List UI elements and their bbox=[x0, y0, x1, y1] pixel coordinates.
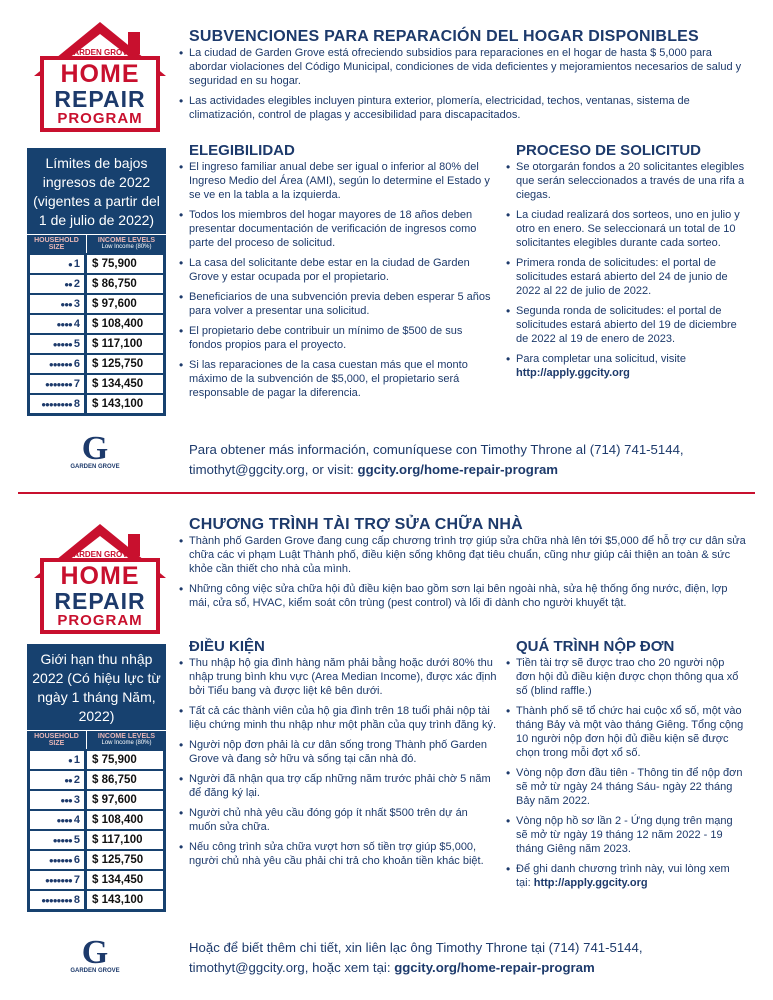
list-item: • Primera ronda de solicitudes: el portal de solicitudes estará abierto del 24 de junio de 2022 al 22 de julio de 2022. bbox=[506, 256, 746, 298]
household-size-cell: ●●● 3 bbox=[30, 791, 84, 809]
gg-icon: G bbox=[81, 430, 109, 467]
list-item: • Segunda ronda de solicitudes: el portal de solicitudes estará abierto del 19 de diciembre de 2022 al 19 de enero de 2023. bbox=[506, 304, 746, 346]
person-icon: ●●●●●●●● bbox=[41, 400, 72, 409]
household-size-cell: ●●●●●● 6 bbox=[30, 355, 84, 373]
household-size-cell: ● 1 bbox=[30, 751, 84, 769]
list-item: • Tiền tài trợ sẽ được trao cho 20 người nộp đơn hội đủ điều kiện được chọn thông qua xổ số (blind raffle.) bbox=[506, 656, 746, 698]
income-amount-cell: $ 125,750 bbox=[87, 355, 163, 373]
household-size-cell: ● 1 bbox=[30, 255, 84, 273]
logo-word-program: PROGRAM bbox=[57, 612, 143, 629]
list-item: • Những công việc sửa chữa hội đủ điều kiện bao gồm sơn lại bên ngoài nhà, sửa hệ thống ống nước, điện, lợp mái, cửa sổ, HVAC, kiểm soát côn trùng (pest control) và lối đi dành cho người khuyết tật. bbox=[179, 582, 749, 610]
person-icon: ●●●●● bbox=[52, 340, 72, 349]
person-icon: ●●●●●● bbox=[48, 360, 72, 369]
household-size-cell: ●●●●●●● 7 bbox=[30, 871, 84, 889]
income-row bbox=[30, 375, 163, 393]
vietnamese-section bbox=[0, 502, 773, 992]
application-process-list bbox=[506, 160, 746, 386]
logo-word-home: HOME bbox=[60, 562, 140, 590]
household-size-cell: ●●● 3 bbox=[30, 295, 84, 313]
list-item: • Las actividades elegibles incluyen pintura exterior, plomería, electricidad, techos, ventanas, sistema de climatización, control de plagas y accesibilidad para discapacitados. bbox=[179, 94, 749, 122]
income-row bbox=[30, 751, 163, 769]
list-item: • Để ghi danh chương trình này, vui lòng xem tại: http://apply.ggcity.org bbox=[506, 862, 746, 890]
gg-caption: GARDEN GROVE bbox=[70, 464, 120, 470]
list-item: • Người chủ nhà yêu cầu đóng góp ít nhất $500 trên dự án muốn sửa chữa. bbox=[179, 806, 497, 834]
income-row bbox=[30, 255, 163, 273]
list-item: • Vòng nộp hồ sơ lần 2 - Ứng dụng trên mạng sẽ mở từ ngày 19 tháng 12 năm 2022 - 19 tháng Giêng năm 2023. bbox=[506, 814, 746, 856]
list-item: • Todos los miembros del hogar mayores de 18 años deben presentar documentación de verificación de ingresos como parte del proceso de solicitud. bbox=[179, 208, 497, 250]
income-amount-cell: $ 143,100 bbox=[87, 395, 163, 413]
list-item: • Thành phố sẽ tổ chức hai cuộc xổ số, một vào tháng Bảy và một vào tháng Giêng. Tổng cộng 10 người nộp đơn hội đủ điều kiện sẽ được chọn trong mỗi đợt xổ số. bbox=[506, 704, 746, 760]
income-amount-cell: $ 125,750 bbox=[87, 851, 163, 869]
income-amount-cell: $ 75,900 bbox=[87, 255, 163, 273]
income-amount-cell: $ 143,100 bbox=[87, 891, 163, 909]
logo-word-home: HOME bbox=[60, 60, 140, 88]
income-amount-cell: $ 108,400 bbox=[87, 315, 163, 333]
household-size-cell: ●● 2 bbox=[30, 771, 84, 789]
income-amount-cell: $ 86,750 bbox=[87, 771, 163, 789]
apply-link[interactable]: http://apply.ggcity.org bbox=[516, 367, 630, 379]
income-row bbox=[30, 335, 163, 353]
person-icon: ● bbox=[68, 260, 72, 269]
list-item: • Thu nhập hộ gia đình hàng năm phải bằng hoặc dưới 80% thu nhập trung bình khu vực (Area Median Income), được xác định bởi Tiểu bang và được liệt kê bên dưới. bbox=[179, 656, 497, 698]
income-levels-header: INCOME LEVELS Low Income (80%) bbox=[97, 733, 156, 746]
person-icon: ●●●●●● bbox=[48, 856, 72, 865]
logo-word-repair: REPAIR bbox=[54, 86, 146, 112]
household-size-cell: ●●●●● 5 bbox=[30, 831, 84, 849]
list-item: • La ciudad de Garden Grove está ofreciendo subsidios para reparaciones en el hogar de hasta $ 5,000 para abordar violaciones del Código Municipal, condiciones de vida deficientes y mejoramientos necesarios de salud y seguridad en su hogar. bbox=[179, 46, 749, 88]
income-levels-header: INCOME LEVELS Low Income (80%) bbox=[97, 237, 156, 250]
person-icon: ●●●●● bbox=[52, 836, 72, 845]
household-size-cell: ●● 2 bbox=[30, 275, 84, 293]
eligibility-heading: ELEGIBILIDAD bbox=[189, 142, 295, 159]
list-item: • Thành phố Garden Grove đang cung cấp chương trình trợ giúp sửa chữa nhà lên tới $5,000 để hỗ trợ cư dân sửa chữa các vi phạm Luật Thành phố, điều kiện sống không đạt tiêu chuẩn, cũng như giúp cải thiện an toàn & sức khỏe cần thiết cho nhà của mình. bbox=[179, 534, 749, 576]
income-limits-table bbox=[27, 644, 166, 912]
person-icon: ●●●● bbox=[56, 320, 72, 329]
list-item: • El ingreso familiar anual debe ser igual o inferior al 80% del Ingreso Medio del Área (AMI), según lo determine el Estado y se ve en la tabla a la izquierda. bbox=[179, 160, 497, 202]
eligibility-list bbox=[179, 656, 497, 874]
application-process-heading: QUÁ TRÌNH NỘP ĐƠN bbox=[516, 638, 675, 655]
garden-grove-city-logo bbox=[60, 430, 130, 478]
program-link[interactable]: ggcity.org/home-repair-program bbox=[394, 960, 595, 975]
income-amount-cell: $ 117,100 bbox=[87, 831, 163, 849]
income-row bbox=[30, 831, 163, 849]
income-row bbox=[30, 395, 163, 413]
household-size-cell: ●●●●●● 6 bbox=[30, 851, 84, 869]
list-item: • Nếu công trình sửa chữa vượt hơn số tiền trợ giúp $5,000, người chủ nhà yêu cầu phải chi trả cho khoản tiền khác biệt. bbox=[179, 840, 497, 868]
person-icon: ● bbox=[68, 756, 72, 765]
contact-info: Para obtener más información, comuníquese con Timothy Throne al (714) 741-5144, timothyt@ggcity.org, or visit: ggcity.org/home-repair-program bbox=[189, 442, 684, 477]
income-amount-cell: $ 134,450 bbox=[87, 375, 163, 393]
person-icon: ●● bbox=[64, 280, 72, 289]
income-table-title: Giới hạn thu nhập 2022 (Có hiệu lực từ ngày 1 tháng Năm, 2022) bbox=[32, 651, 161, 724]
income-row bbox=[30, 851, 163, 869]
income-row bbox=[30, 811, 163, 829]
list-item: • Se otorgarán fondos a 20 solicitantes elegibles que serán seleccionados a través de una rifa a ciegas. bbox=[506, 160, 746, 202]
person-icon: ●●●● bbox=[56, 816, 72, 825]
income-row bbox=[30, 315, 163, 333]
income-row bbox=[30, 891, 163, 909]
income-row bbox=[30, 355, 163, 373]
income-row bbox=[30, 871, 163, 889]
income-row bbox=[30, 275, 163, 293]
person-icon: ●●● bbox=[60, 300, 72, 309]
income-row bbox=[30, 771, 163, 789]
page-title: CHƯƠNG TRÌNH TÀI TRỢ SỬA CHỮA NHÀ bbox=[189, 516, 523, 533]
income-amount-cell: $ 108,400 bbox=[87, 811, 163, 829]
household-size-cell: ●●●●●●●● 8 bbox=[30, 395, 84, 413]
home-repair-program-logo bbox=[30, 522, 170, 634]
home-repair-program-logo bbox=[30, 20, 170, 132]
list-item: • La casa del solicitante debe estar en la ciudad de Garden Grove y estar ocupada por el propietario. bbox=[179, 256, 497, 284]
income-amount-cell: $ 134,450 bbox=[87, 871, 163, 889]
logo-word-program: PROGRAM bbox=[57, 110, 143, 127]
logo-word-repair: REPAIR bbox=[54, 588, 146, 614]
eligibility-list bbox=[179, 160, 497, 406]
income-limits-table bbox=[27, 148, 166, 416]
list-item: • Beneficiarios de una subvención previa deben esperar 5 años para volver a presentar una solicitud. bbox=[179, 290, 497, 318]
eligibility-heading: ĐIỀU KIỆN bbox=[189, 638, 265, 655]
intro-list bbox=[179, 534, 749, 616]
income-row bbox=[30, 791, 163, 809]
income-rows bbox=[27, 751, 166, 909]
gg-caption: GARDEN GROVE bbox=[70, 968, 120, 974]
list-item: • El propietario debe contribuir un mínimo de $500 de sus fondos propios para el proyecto. bbox=[179, 324, 497, 352]
household-size-cell: ●●●●●●●● 8 bbox=[30, 891, 84, 909]
income-amount-cell: $ 86,750 bbox=[87, 275, 163, 293]
contact-info: Hoặc để biết thêm chi tiết, xin liên lạc ông Timothy Throne tại (714) 741-5144, timothyt@ggcity.org, hoặc xem tại: ggcity.org/home-repair-program bbox=[189, 940, 643, 975]
garden-grove-city-logo bbox=[60, 934, 130, 982]
household-size-header: HOUSEHOLD SIZE bbox=[27, 731, 87, 749]
income-amount-cell: $ 117,100 bbox=[87, 335, 163, 353]
list-item: • Para completar una solicitud, visite http://apply.ggcity.org bbox=[506, 352, 746, 380]
household-size-cell: ●●●●●●● 7 bbox=[30, 375, 84, 393]
household-size-cell: ●●●● 4 bbox=[30, 315, 84, 333]
household-size-cell: ●●●● 4 bbox=[30, 811, 84, 829]
spanish-section bbox=[0, 0, 773, 490]
application-process-heading: PROCESO DE SOLICITUD bbox=[516, 142, 702, 159]
list-item: • Si las reparaciones de la casa cuestan más que el monto máximo de la subvención de $5,000, el propietario será responsable de pagar la diferencia. bbox=[179, 358, 497, 400]
income-amount-cell: $ 97,600 bbox=[87, 791, 163, 809]
person-icon: ●●●●●●● bbox=[45, 380, 72, 389]
list-item: • Tất cả các thành viên của hộ gia đình trên 18 tuổi phải nộp tài liệu chứng minh thu nhập như một phần của quy trình đăng ký. bbox=[179, 704, 497, 732]
list-item: • Người nộp đơn phải là cư dân sống trong Thành phố Garden Grove và đang sở hữu và sống tại căn nhà đó. bbox=[179, 738, 497, 766]
household-size-cell: ●●●●● 5 bbox=[30, 335, 84, 353]
income-row bbox=[30, 295, 163, 313]
intro-list bbox=[179, 46, 749, 128]
program-link[interactable]: ggcity.org/home-repair-program bbox=[357, 462, 559, 477]
section-divider bbox=[18, 492, 755, 494]
apply-link[interactable]: http://apply.ggcity.org bbox=[533, 877, 648, 889]
gg-icon: G bbox=[81, 934, 109, 971]
person-icon: ●●● bbox=[60, 796, 72, 805]
logo-brand: GARDEN GROVE bbox=[67, 48, 133, 57]
list-item: • Vòng nộp đơn đầu tiên - Thông tin để nộp đơn sẽ mở từ ngày 24 tháng Sáu- ngày 22 tháng Bảy năm 2022. bbox=[506, 766, 746, 808]
logo-brand: GARDEN GROVE bbox=[67, 550, 133, 559]
income-rows bbox=[27, 255, 166, 413]
income-amount-cell: $ 75,900 bbox=[87, 751, 163, 769]
person-icon: ●●●●●●● bbox=[45, 876, 72, 885]
household-size-header: HOUSEHOLD SIZE bbox=[27, 235, 87, 253]
application-process-list bbox=[506, 656, 746, 896]
person-icon: ●● bbox=[64, 776, 72, 785]
income-table-title: Límites de bajos ingresos de 2022 (vigentes a partir del 1 de julio de 2022) bbox=[33, 155, 160, 228]
person-icon: ●●●●●●●● bbox=[41, 896, 72, 905]
income-amount-cell: $ 97,600 bbox=[87, 295, 163, 313]
page-title: SUBVENCIONES PARA REPARACIÓN DEL HOGAR DISPONIBLES bbox=[189, 28, 699, 45]
list-item: • Người đã nhận qua trợ cấp những năm trước phải chờ 5 năm để đăng ký lại. bbox=[179, 772, 497, 800]
list-item: • La ciudad realizará dos sorteos, uno en julio y otro en enero. Se seleccionará un total de 10 solicitantes elegibles durante cada sorteo. bbox=[506, 208, 746, 250]
